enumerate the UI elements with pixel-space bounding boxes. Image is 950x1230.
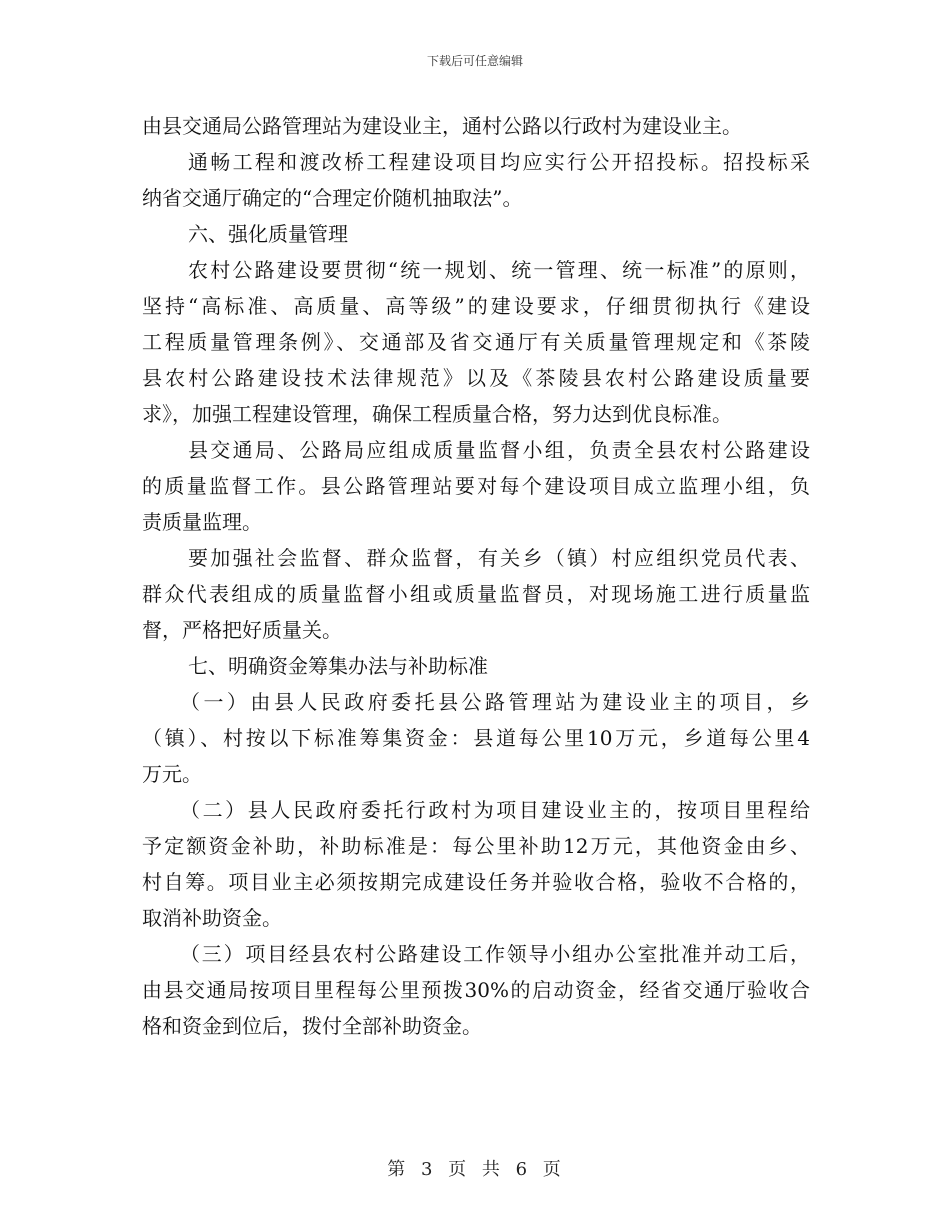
text-line: 由县交通局按项目里程每公里预拨30%的启动资金，经省交通厅验收合	[142, 978, 810, 1002]
text-line: 万元。	[142, 762, 202, 786]
text-line: （镇）、村按以下标准筹集资金：县道每公里10万元，乡道每公里4	[142, 726, 810, 750]
text-line: 坚持“高标准、高质量、高等级”的建设要求，仔细贯彻执行《建设	[142, 294, 810, 318]
text-line: 村自筹。项目业主必须按期完成建设任务并验收合格，验收不合格的，	[142, 870, 810, 894]
text-line: 予定额资金补助，补助标准是：每公里补助12万元，其他资金由乡、	[142, 834, 810, 858]
text-line: （三）项目经县农村公路建设工作领导小组办公室批准并动工后，	[180, 942, 810, 966]
footer-total-pages: 6	[515, 1159, 530, 1180]
document-body	[142, 108, 810, 1044]
footer-total-label: 共	[481, 1159, 502, 1180]
text-line: 农村公路建设要贯彻“统一规划、统一管理、统一标准”的原则，	[188, 258, 810, 282]
text-line: 县交通局、公路局应组成质量监督小组，负责全县农村公路建设	[188, 438, 810, 462]
footer-page-unit: 页	[448, 1159, 469, 1180]
footer-total-unit: 页	[542, 1159, 563, 1180]
text-line: 督，严格把好质量关。	[142, 618, 342, 642]
footer-current-page: 3	[420, 1159, 435, 1180]
text-line: 的质量监督工作。县公路管理站要对每个建设项目成立监理小组，负	[142, 474, 810, 498]
text-line: 纳省交通厅确定的“合理定价随机抽取法”。	[142, 186, 523, 210]
text-line: 工程质量管理条例》、交通部及省交通厅有关质量管理规定和《茶陵	[142, 330, 810, 354]
text-line: （二）县人民政府委托行政村为项目建设业主的，按项目里程给	[180, 798, 810, 822]
text-line: 群众代表组成的质量监督小组或质量监督员，对现场施工进行质量监	[142, 582, 810, 606]
text-line: 责质量监理。	[142, 510, 262, 534]
text-line: 通畅工程和渡改桥工程建设项目均应实行公开招投标。招投标采	[188, 150, 810, 174]
header-note: 下载后可任意编辑	[426, 54, 523, 68]
text-line: 由县交通局公路管理站为建设业主，通村公路以行政村为建设业主。	[142, 114, 742, 138]
text-line: 要加强社会监督、群众监督，有关乡（镇）村应组织党员代表、	[188, 546, 810, 570]
page-footer	[0, 1155, 950, 1181]
text-line: 取消补助资金。	[142, 906, 282, 930]
text-line: 六、强化质量管理	[188, 222, 348, 246]
text-line: 七、明确资金筹集办法与补助标准	[188, 654, 488, 678]
text-line: 格和资金到位后，拨付全部补助资金。	[142, 1014, 482, 1038]
text-line: 求》，加强工程建设管理，确保工程质量合格，努力达到优良标准。	[142, 402, 732, 426]
text-line: 县农村公路建设技术法律规范》以及《茶陵县农村公路建设质量要	[142, 366, 810, 390]
footer-page-label: 第	[387, 1159, 408, 1180]
text-line: （一）由县人民政府委托县公路管理站为建设业主的项目，乡	[180, 690, 810, 714]
